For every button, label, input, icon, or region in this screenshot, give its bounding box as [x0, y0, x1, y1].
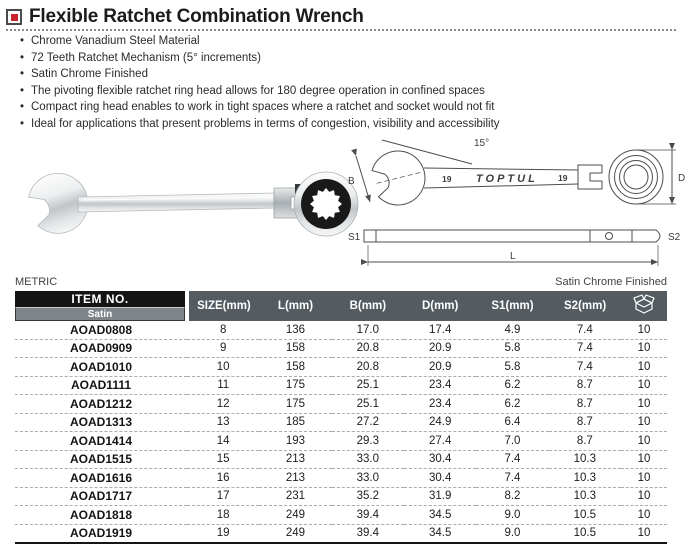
value-cell: 24.9 — [404, 413, 476, 432]
value-cell: 9.0 — [476, 524, 548, 543]
brand-label: TOPTUL — [476, 173, 538, 185]
value-cell: 14 — [187, 432, 259, 451]
dim-label-b: B — [348, 176, 355, 187]
value-cell: 33.0 — [332, 469, 404, 488]
wrench-technical-drawing — [346, 132, 690, 282]
drawing-ring-head — [609, 150, 663, 204]
table-row — [15, 487, 667, 506]
feature-item: • Satin Chrome Finished — [20, 66, 680, 83]
dim-label-l: L — [510, 251, 516, 262]
spec-table — [15, 291, 667, 544]
value-cell: 6.4 — [476, 413, 548, 432]
item-no-cell: AOAD1515 — [15, 450, 187, 469]
dim-label-s1: S1 — [348, 232, 361, 243]
value-cell: 10 — [621, 506, 667, 525]
value-cell: 7.4 — [549, 339, 621, 358]
value-cell: 10 — [621, 413, 667, 432]
value-cell: 8.7 — [549, 413, 621, 432]
value-cell: 7.4 — [549, 358, 621, 377]
value-cell: 39.4 — [332, 506, 404, 525]
item-no-cell: AOAD1212 — [15, 395, 187, 414]
table-row — [15, 395, 667, 414]
value-cell: 213 — [259, 450, 331, 469]
table-row — [15, 432, 667, 451]
value-cell: 13 — [187, 413, 259, 432]
value-cell: 185 — [259, 413, 331, 432]
value-cell: 8 — [187, 321, 259, 339]
value-cell: 10 — [621, 395, 667, 414]
value-cell: 11 — [187, 376, 259, 395]
value-cell: 10.3 — [549, 450, 621, 469]
value-cell: 20.9 — [404, 339, 476, 358]
value-cell: 34.5 — [404, 506, 476, 525]
value-cell: 10 — [187, 358, 259, 377]
table-row — [15, 339, 667, 358]
column-header: D(mm) — [404, 291, 476, 321]
value-cell: 17 — [187, 487, 259, 506]
table-row — [15, 469, 667, 488]
metric-label: METRIC — [15, 276, 58, 288]
value-cell: 5.8 — [476, 358, 548, 377]
value-cell: 4.9 — [476, 321, 548, 339]
value-cell: 25.1 — [332, 376, 404, 395]
dim-label-s2: S2 — [668, 232, 681, 243]
table-row — [15, 506, 667, 525]
item-no-header-cell — [15, 291, 187, 321]
drawing-side-view — [364, 230, 660, 242]
item-no-header: ITEM NO. — [15, 291, 185, 307]
value-cell: 136 — [259, 321, 331, 339]
size-stamp-right: 19 — [558, 173, 568, 183]
table-row — [15, 321, 667, 339]
drawing-flex-joint — [578, 165, 602, 189]
value-cell: 34.5 — [404, 524, 476, 543]
value-cell: 10 — [621, 524, 667, 543]
dim-label-d: D — [678, 173, 686, 184]
value-cell: 6.2 — [476, 395, 548, 414]
table-meta-row — [15, 276, 667, 291]
column-header: SIZE(mm) — [187, 291, 259, 321]
angle-label: 15° — [474, 138, 490, 149]
value-cell: 9.0 — [476, 506, 548, 525]
page-title: Flexible Ratchet Combination Wrench — [29, 6, 364, 27]
value-cell: 18 — [187, 506, 259, 525]
feature-item: • Compact ring head enables to work in tight spaces where a ratchet and socket would not fit — [20, 99, 680, 116]
item-no-cell: AOAD1313 — [15, 413, 187, 432]
drawing-open-end — [369, 145, 431, 210]
feature-item: • The pivoting flexible ratchet ring head allows for 180 degree operation in confined spaces — [20, 83, 680, 100]
item-no-cell: AOAD0909 — [15, 339, 187, 358]
value-cell: 7.4 — [476, 469, 548, 488]
value-cell: 158 — [259, 339, 331, 358]
value-cell: 39.4 — [332, 524, 404, 543]
value-cell: 10 — [621, 469, 667, 488]
value-cell: 25.1 — [332, 395, 404, 414]
value-cell: 8.2 — [476, 487, 548, 506]
value-cell: 35.2 — [332, 487, 404, 506]
item-no-cell: AOAD1414 — [15, 432, 187, 451]
table-row — [15, 524, 667, 543]
value-cell: 10 — [621, 339, 667, 358]
value-cell: 10.3 — [549, 487, 621, 506]
value-cell: 175 — [259, 395, 331, 414]
value-cell: 7.4 — [549, 321, 621, 339]
feature-item: • Chrome Vanadium Steel Material — [20, 33, 680, 50]
item-no-cell: AOAD1010 — [15, 358, 187, 377]
size-stamp-left: 19 — [442, 174, 452, 184]
value-cell: 8.7 — [549, 432, 621, 451]
value-cell: 158 — [259, 358, 331, 377]
value-cell: 12 — [187, 395, 259, 414]
spec-table-body — [15, 321, 667, 543]
column-header: S2(mm) — [549, 291, 621, 321]
item-no-cell: AOAD0808 — [15, 321, 187, 339]
photo-shaft — [78, 193, 276, 212]
value-cell: 8.7 — [549, 376, 621, 395]
value-cell: 10 — [621, 321, 667, 339]
value-cell: 19 — [187, 524, 259, 543]
column-header: S1(mm) — [476, 291, 548, 321]
feature-list — [20, 33, 680, 132]
wrench-photo — [8, 142, 364, 270]
value-cell: 29.3 — [332, 432, 404, 451]
value-cell: 30.4 — [404, 469, 476, 488]
carton-box-icon — [632, 294, 656, 314]
dim-line-b — [356, 156, 370, 202]
finish-label: Satin Chrome Finished — [555, 276, 667, 288]
table-row — [15, 358, 667, 377]
value-cell: 20.8 — [332, 339, 404, 358]
value-cell: 249 — [259, 506, 331, 525]
value-cell: 10.3 — [549, 469, 621, 488]
column-header: L(mm) — [259, 291, 331, 321]
value-cell: 30.4 — [404, 450, 476, 469]
feature-item: • Ideal for applications that present problems in terms of congestion, visibility and accessibility — [20, 116, 680, 133]
value-cell: 17.4 — [404, 321, 476, 339]
value-cell: 193 — [259, 432, 331, 451]
value-cell: 10.5 — [549, 506, 621, 525]
value-cell: 23.4 — [404, 395, 476, 414]
value-cell: 10 — [621, 376, 667, 395]
value-cell: 231 — [259, 487, 331, 506]
value-cell: 10 — [621, 358, 667, 377]
value-cell: 7.0 — [476, 432, 548, 451]
value-cell: 10 — [621, 450, 667, 469]
value-cell: 31.9 — [404, 487, 476, 506]
value-cell: 20.9 — [404, 358, 476, 377]
value-cell: 249 — [259, 524, 331, 543]
title-row — [6, 5, 676, 31]
table-row — [15, 376, 667, 395]
item-no-cell: AOAD1616 — [15, 469, 187, 488]
item-no-cell: AOAD1717 — [15, 487, 187, 506]
item-no-cell: AOAD1919 — [15, 524, 187, 543]
value-cell: 5.8 — [476, 339, 548, 358]
table-row — [15, 413, 667, 432]
value-cell: 175 — [259, 376, 331, 395]
pack-qty-header — [621, 291, 667, 321]
spec-table-section — [15, 276, 667, 544]
column-header: B(mm) — [332, 291, 404, 321]
item-no-cell: AOAD1111 — [15, 376, 187, 395]
value-cell: 10 — [621, 487, 667, 506]
value-cell: 9 — [187, 339, 259, 358]
value-cell: 20.8 — [332, 358, 404, 377]
value-cell: 213 — [259, 469, 331, 488]
table-row — [15, 450, 667, 469]
value-cell: 23.4 — [404, 376, 476, 395]
value-cell: 7.4 — [476, 450, 548, 469]
value-cell: 8.7 — [549, 395, 621, 414]
value-cell: 16 — [187, 469, 259, 488]
value-cell: 27.4 — [404, 432, 476, 451]
value-cell: 27.2 — [332, 413, 404, 432]
value-cell: 33.0 — [332, 450, 404, 469]
value-cell: 6.2 — [476, 376, 548, 395]
item-no-cell: AOAD1818 — [15, 506, 187, 525]
spec-header-row — [15, 291, 667, 321]
feature-item: • 72 Teeth Ratchet Mechanism (5° increments) — [20, 50, 680, 67]
item-no-subheader: Satin — [15, 307, 185, 321]
value-cell: 17.0 — [332, 321, 404, 339]
value-cell: 15 — [187, 450, 259, 469]
red-square-bullet-icon — [6, 9, 22, 25]
value-cell: 10 — [621, 432, 667, 451]
value-cell: 10.5 — [549, 524, 621, 543]
